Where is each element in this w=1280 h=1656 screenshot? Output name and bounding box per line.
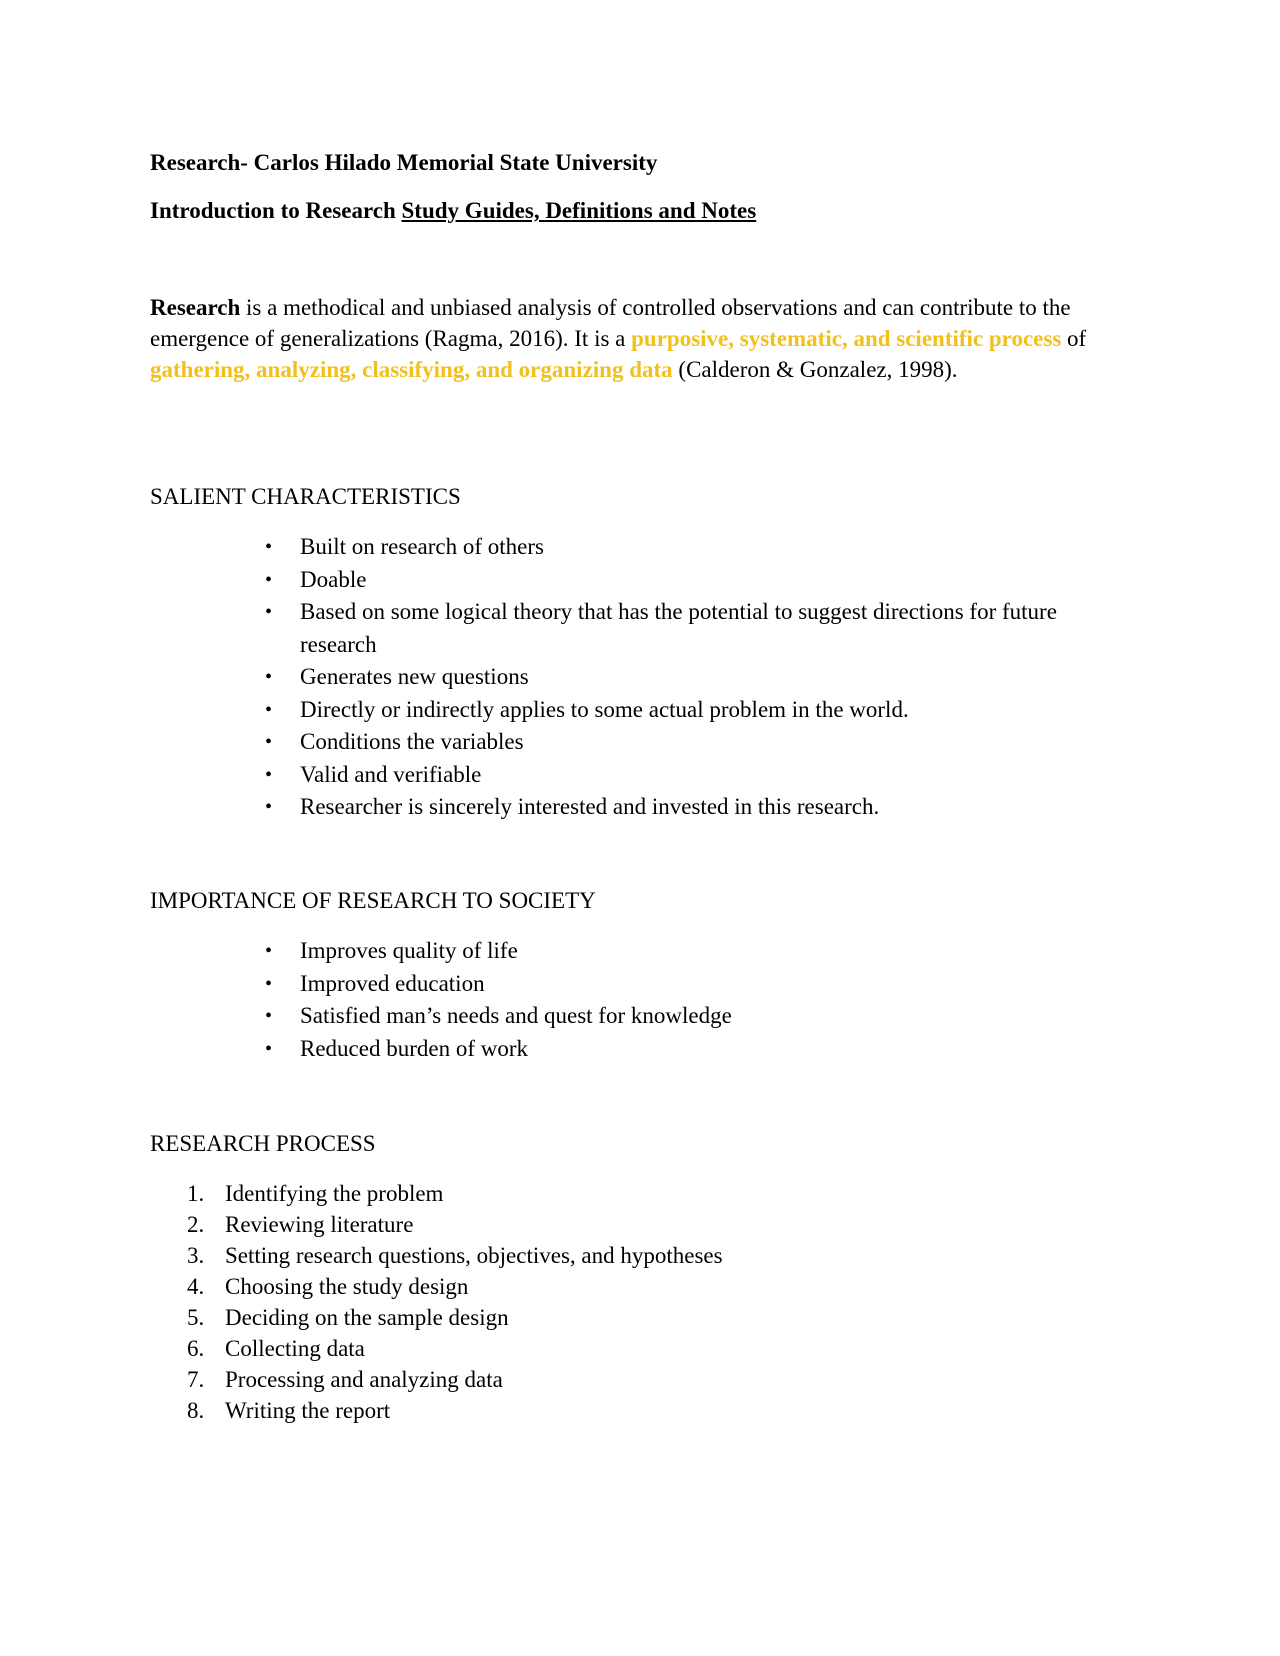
salient-item-text: Valid and verifiable xyxy=(300,761,482,787)
definition-term: Research xyxy=(150,295,241,320)
salient-list-item xyxy=(265,726,1125,759)
research-process-list xyxy=(187,1178,1047,1426)
bullet-icon: • xyxy=(265,568,273,591)
step-text: Deciding on the sample design xyxy=(225,1305,509,1330)
bullet-icon: • xyxy=(265,536,273,558)
salient-list-item xyxy=(265,531,1125,564)
salient-item-text: Researcher is sincerely interested and invested in this research. xyxy=(300,794,880,819)
definition-part-1: is a methodical and unbiased analysis of controlled observations and can contribute to the emergence of generalizations (Ragma, 2016). It is a xyxy=(150,295,1071,351)
step-text: Writing the report xyxy=(225,1398,391,1423)
importance-item-text: Satisfied man’s needs and quest for knowledge xyxy=(300,1003,732,1028)
bullet-icon: • xyxy=(265,731,273,753)
bullet-icon: • xyxy=(265,763,273,786)
process-step xyxy=(187,1302,1047,1333)
bullet-icon: • xyxy=(265,1037,273,1060)
step-number: 3. xyxy=(187,1243,205,1268)
bullet-icon: • xyxy=(265,940,273,962)
document-title: Research- Carlos Hilado Memorial State University xyxy=(150,150,658,175)
salient-list-item xyxy=(265,596,1125,661)
step-number: 6. xyxy=(187,1336,205,1361)
process-step xyxy=(187,1240,1047,1271)
process-step xyxy=(187,1178,1047,1209)
importance-list-item xyxy=(265,1000,1125,1033)
importance-list-item xyxy=(265,935,1125,968)
bullet-icon: • xyxy=(265,796,273,818)
salient-characteristics-heading: SALIENT CHARACTERISTICS xyxy=(150,484,461,509)
salient-item-text: Conditions the variables xyxy=(300,729,524,754)
process-step xyxy=(187,1209,1047,1240)
step-text: Reviewing literature xyxy=(225,1212,414,1237)
importance-item-text: Improved education xyxy=(300,970,485,996)
bullet-icon: • xyxy=(265,698,273,721)
definition-part-3: (Calderon & Gonzalez, 1998). xyxy=(672,357,958,382)
process-step xyxy=(187,1364,1047,1395)
step-number: 2. xyxy=(187,1212,205,1237)
step-number: 7. xyxy=(187,1367,205,1392)
importance-list xyxy=(265,935,1125,1065)
bullet-icon: • xyxy=(265,666,273,688)
salient-item-text: Doable xyxy=(300,566,367,592)
step-text: Collecting data xyxy=(225,1336,365,1361)
process-step xyxy=(187,1333,1047,1364)
salient-item-text: Based on some logical theory that has the potential to suggest directions for future research xyxy=(300,599,1057,657)
highlight-data: gathering, analyzing, classifying, and organizing data xyxy=(150,357,673,382)
subtitle-underlined: Study Guides, Definitions and Notes xyxy=(401,198,757,223)
step-text: Choosing the study design xyxy=(225,1274,469,1299)
highlight-process: purposive, systematic, and scientific process xyxy=(631,326,1062,351)
step-number: 4. xyxy=(187,1274,205,1299)
document-subtitle xyxy=(150,198,756,224)
research-definition-paragraph xyxy=(150,292,1135,385)
salient-list-item xyxy=(265,661,1125,694)
step-number: 1. xyxy=(187,1181,205,1206)
process-step xyxy=(187,1395,1047,1426)
process-step xyxy=(187,1271,1047,1302)
bullet-icon: • xyxy=(265,601,273,623)
step-number: 8. xyxy=(187,1398,205,1423)
importance-list-item xyxy=(265,968,1125,1001)
research-process-heading: RESEARCH PROCESS xyxy=(150,1131,376,1156)
salient-list-item xyxy=(265,791,1125,824)
bullet-icon: • xyxy=(265,1005,273,1027)
importance-list-item xyxy=(265,1033,1125,1066)
salient-characteristics-list xyxy=(265,531,1125,824)
bullet-icon: • xyxy=(265,972,273,995)
importance-item-text: Improves quality of life xyxy=(300,938,518,963)
salient-item-text: Generates new questions xyxy=(300,664,529,689)
salient-item-text: Directly or indirectly applies to some actual problem in the world. xyxy=(300,696,909,722)
importance-heading: IMPORTANCE OF RESEARCH TO SOCIETY xyxy=(150,888,596,913)
importance-item-text: Reduced burden of work xyxy=(300,1035,529,1061)
subtitle-plain: Introduction to Research xyxy=(150,198,402,223)
definition-part-2: of xyxy=(1061,326,1087,351)
salient-list-item xyxy=(265,694,1125,727)
step-text: Processing and analyzing data xyxy=(225,1367,503,1392)
step-text: Setting research questions, objectives, and hypotheses xyxy=(225,1243,723,1268)
salient-item-text: Built on research of others xyxy=(300,534,544,559)
step-number: 5. xyxy=(187,1305,205,1330)
salient-list-item xyxy=(265,564,1125,597)
document-page xyxy=(150,0,1140,1656)
salient-list-item xyxy=(265,759,1125,792)
step-text: Identifying the problem xyxy=(225,1181,444,1206)
